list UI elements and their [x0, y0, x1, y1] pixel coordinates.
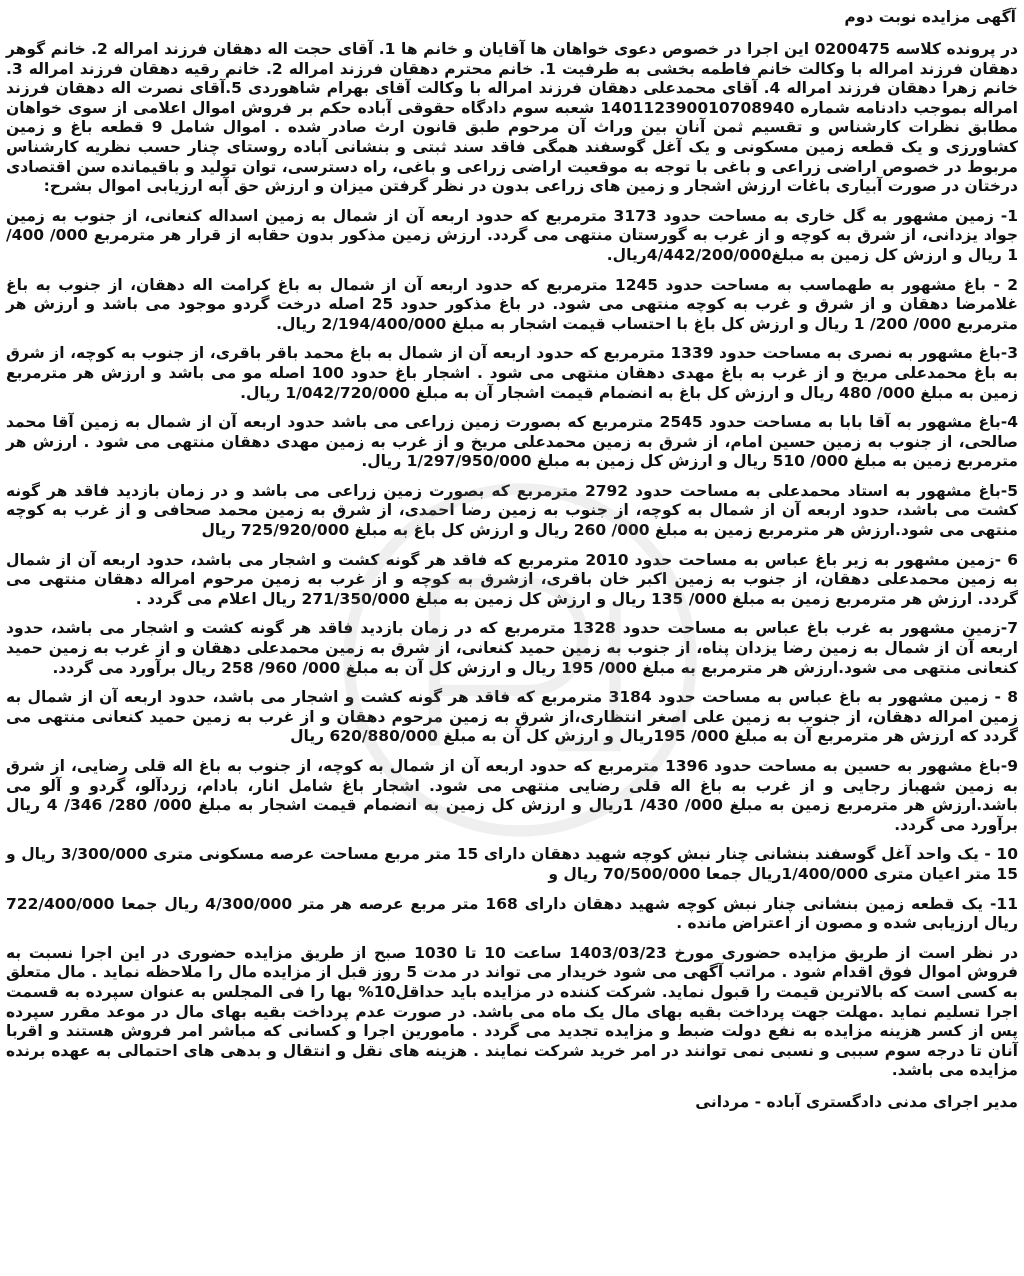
- terms-paragraph: در نظر است از طریق مزایده حضوری مورخ 1403/03/23 ساعت 10 تا 1030 صبح از طریق مزایده حضوری در این اجرا نسبت به فروش اموال فوق اقدام شود . مراتب آگهی می شود خریدار می تواند در مدت 5 روز قبل از مزایده مال را ملاحظه نماید . مال متعلق به کسی است که بالاترین قیمت را قبول نماید. شرکت کننده در مزایده باید حداقل10% بها را فی المجلس به عنوان سپرده به قسمت اجرا تسلیم نماید .مهلت جهت پرداخت بقیه بهای مال یک ماه می باشد. در صورت عدم پرداخت بقیه بهای مال در موعد مقرر سپرده پس از کسر هزینه مزایده به نفع دولت ضبط و مزایده تجدید می گردد . مامورین اجرا و کسانی که مباشر امر فروش هستند و اقربا آنان تا درجه سوم سببی و نسبی نمی توانند در امر خرید شرکت نمایند . هزینه های نقل و انتقال و بدهی های احتمالی به عهده برنده مزایده می باشد.: [6, 943, 1019, 1080]
- intro-paragraph: در پرونده کلاسه 0200475 این اجرا در خصوص دعوی خواهان ها آقایان و خانم ها 1. آقای حجت اله دهقان فرزند امراله 2. خانم گوهر دهقان فرزند امراله با وکالت خانم فاطمه بخشی به طرفیت 1. خانم محترم دهقان فرزند امراله 2. خانم رقیه دهقان فرزند امراله 3. خانم زهرا دهقان فرزند امراله 4. آقای محمدعلی دهقان فرزند امراله با وکالت آقای بهرام شاهوردی 5.آقای نصرت اله دهقان فرزند امراله بموجب دادنامه شماره 140112390010708940 شعبه سوم دادگاه حقوقی آباده حکم بر فروش اموال اعلامی از سوی خواهان مطابق نظرات کارشناس و تقسیم ثمن آنان بین وراث آن مرحوم طبق قانون ارث صادر شده . اموال شامل 9 قطعه باغ و زمین کشاورزی و یک قطعه زمین مسکونی و یک آغل گوسفند همگی فاقد سند ثبتی و بنشانی آباده روستای چنار حسب نظریه کارشناس مربوط در خصوص اراضی زراعی و باغی با توجه به موقعیت اراضی زراعی و باغی، راه دسترسی، توان تولید و باقیمانده سن اقتصادی درختان در صورت آبیاری باغات ارزش اشجار و زمین های زراعی بدون در نظر گرفتن میزان و ارزش حق آبه ارزیابی اموال بشرح:: [6, 40, 1019, 196]
- item-4-paragraph: 4-باغ مشهور به آقا بابا به مساحت حدود 2545 مترمربع که بصورت زمین زراعی می باشد حدود اربعه آن از شمال به زمین آقا محمد صالحی، از جنوب به زمین حسین امام، از شرق به زمین محمدعلی مریخ و از غرب به زمین مهدی دهقان منتهی می شود . ارزش هر مترمربع زمین به مبلغ 000/ 510 ریال و ارزش کل زمین به مبلغ 1/297/950/000 ریال.: [6, 413, 1019, 471]
- notice-title: آگهی مزایده نوبت دوم: [844, 8, 1016, 26]
- item-5-paragraph: 5-باغ مشهور به استاد محمدعلی به مساحت حدود 2792 مترمربع که بصورت زمین زراعی می باشد و در زمان بازدید فاقد هر گونه کشت می باشد، حدود اربعه آن از شمال به کوچه، از جنوب به زمین رضا احمدی، از شرق به زمین محمد صحافی و از غرب به کوچه منتهی می شود.ارزش هر مترمربع زمین به مبلغ 000/ 260 ریال و ارزش کل باغ به مبلغ 725/920/000 ریال: [6, 481, 1018, 540]
- item-10-paragraph: 10 - یک واحد آغل گوسفند بنشانی چنار نبش کوچه شهید دهقان دارای 15 متر مربع مساحت عرصه مسکونی متری 3/300/000 ریال و 15 متر اعیان متری 1/400/000ریال جمعا 70/500/000 ریال و: [6, 845, 1018, 883]
- item-7-paragraph: 7-زمین مشهور به غرب باغ عباس به مساحت حدود 1328 مترمربع که در زمان بازدید فاقد هر گونه کشت و اشجار می باشد، حدود اربعه آن از شمال به زمین رضا یزدان پناه، از جنوب به زمین حمید کنعانی، از شرق به زمین محمدعلی دهقان و از غرب به زمین حمید کنعانی منتهی می شود.ارزش هر مترمربع به مبلغ 000/ 195 ریال و ارزش کل آن به مبلغ 000/ 960/ 258 ریال برآورد می گردد.: [6, 619, 1018, 677]
- item-1-paragraph: 1- زمین مشهور به گل خاری به مساحت حدود 3173 مترمربع که حدود اربعه آن از شمال به زمین اسداله کنعانی، از جنوب به زمین جواد یزدانی، از شرق به کوچه و از غرب به گورستان منتهی می گردد. ارزش زمین مذکور بدون حقابه از قرار هر مترمربع 000/ 400/ 1 ریال و ارزش کل زمین به مبلغ4/442/200/000ریال.: [6, 206, 1019, 264]
- item-2-paragraph: 2 - باغ مشهور به طهماسب به مساحت حدود 1245 مترمربع که حدود اربعه آن از شمال به باغ کرامت اله دهقان، از جنوب به باغ غلامرضا دهقان و از شرق و غرب به کوچه منتهی می شود. در باغ مذکور حدود 25 اصله درخت گردو موجود می باشد و ارزش هر مترمربع 000/ 200/ 1 ریال و ارزش کل باغ با احتساب قیمت اشجار به مبلغ 2/194/400/000 ریال.: [6, 275, 1018, 333]
- item-8-paragraph: 8 - زمین مشهور به باغ عباس به مساحت حدود 3184 مترمربع که فاقد هر گونه کشت و اشجار می باشد، حدود اربعه آن از شمال به زمین امراله دهقان، از جنوب به زمین علی اصغر انتظاری،از شرق به زمین مرحوم دهقان و از غرب به زمین حمید کنعانی منتهی می گردد که ارزش هر مترمربع آن به مبلغ 000/ 195ریال و ارزش کل آن به مبلغ 620/880/000 ریال: [6, 688, 1018, 746]
- item-3-paragraph: 3-باغ مشهور به نصری به مساحت حدود 1339 مترمربع که حدود اربعه آن از شمال به باغ محمد باقر باقری، از جنوب به کوچه، از شرق به باغ محمدعلی مریخ و از غرب به باغ مهدی دهقان منتهی می شود . اشجار باغ حدود 100 اصله مو می باشد و ارزش هر مترمربع زمین به مبلغ 000/ 480 ریال و ارزش کل باغ به انضمام قیمت اشجار آن به مبلغ 1/042/720/000 ریال.: [6, 344, 1019, 402]
- item-9-paragraph: 9-باغ مشهور به حسین به مساحت حدود 1396 مترمربع که حدود اربعه آن از شمال به کوچه، از جنوب به باغ اله قلی رضایی، از شرق به زمین شهباز رجایی و از غرب به باغ اله قلی رضایی منتهی می شود. اشجار باغ شامل انار، بادام، زردآلو، گردو و آلو می باشد.ارزش هر مترمربع زمین به مبلغ 000/ 430/ 1ریال و ارزش کل زمین به انضمام قیمت اشجار به مبلغ 000/ 280/ 346/ 4 ریال برآورد می گردد.: [6, 757, 1019, 834]
- item-6-paragraph: 6 -زمین مشهور به زیر باغ عباس به مساحت حدود 2010 مترمربع که فاقد هر گونه کشت و اشجار می باشد، حدود اربعه آن از شمال به زمین محمدعلی دهقان، از جنوب به زمین اکبر خان باقری، ازشرق به کوچه و از غرب به زمین مرحوم امراله دهقان منتهی می گردد. ارزش هر مترمربع زمین به مبلغ 000/ 135 ریال و ارزش کل زمین به مبلغ 271/350/000 ریال اعلام می گردد .: [6, 550, 1019, 608]
- item-11-paragraph: 11- یک قطعه زمین بنشانی چنار نبش کوچه شهید دهقان دارای 168 متر مربع عرصه هر متر 4/300/000 ریال جمعا 722/400/000 ریال ارزیابی شده و مصون از اعتراض مانده .: [6, 894, 1018, 933]
- signature: مدیر اجرای مدنی دادگستری آباده - مردانی: [695, 1092, 1018, 1111]
